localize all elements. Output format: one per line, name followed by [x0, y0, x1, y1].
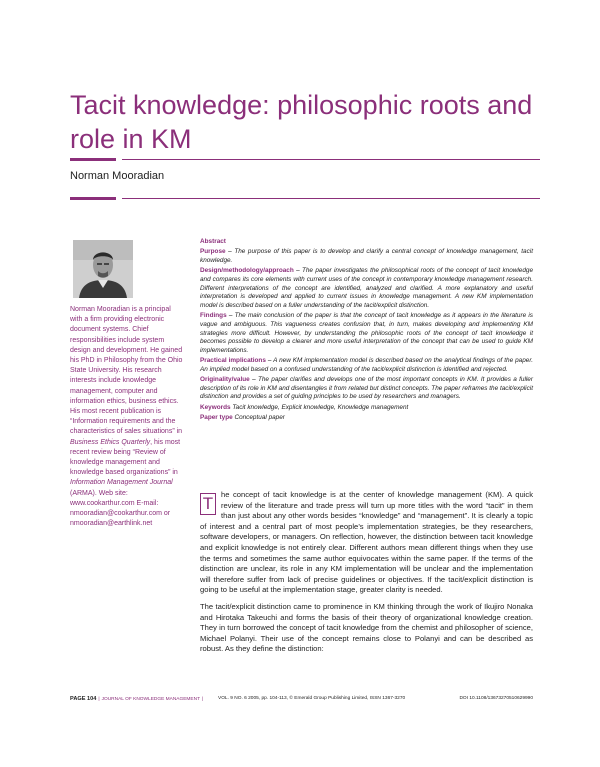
- body-paragraph: [200, 490, 533, 596]
- purpose-text: – The purpose of this paper is to develop and clarify a central concept of knowledge management, tacit knowledge.: [200, 248, 533, 264]
- bio-text-1: Norman Mooradian is a principal with a firm providing electronic document systems. Chief responsibilities include system design and development. He gained his PhD in Philosophy from the Ohio State University. His research interests include knowledge management, computer and information ethics, business ethics. His most recent publication is “Information requirements and the characteristics of sales situations” in: [70, 306, 183, 436]
- purpose-label: Purpose: [200, 248, 226, 256]
- originality-label: Originality/value: [200, 376, 250, 384]
- author-photo: [73, 240, 133, 298]
- originality-text: – The paper clarifies and develops one of the most important concepts in KM. It provides a fuller description of its role in KM and disentangles it from related but distinct concepts. The paper reframes the tacit/explicit distinction and provides a set of guiding principles to be used by researchers and managers.: [200, 376, 533, 401]
- article-body: [200, 490, 533, 661]
- practical-text: – A new KM implementation model is described based on the analytical findings of the paper. An implied model based on a confused understanding of the tacit/explicit distinction is identified and rejected.: [200, 357, 533, 373]
- abstract-heading: Abstract: [200, 238, 226, 245]
- practical-label: Practical implications: [200, 357, 266, 365]
- page-footer: PAGE 104 | JOURNAL OF KNOWLEDGE MANAGEMENT | VOL. 9 NO. 6 2005, pp. 104-113, © Emerald Group Publishing Limited, ISSN 1367-3270 DOI 10.1108/13673270510629990: [70, 693, 533, 705]
- bio-journal-1: Business Ethics Quarterly: [70, 438, 151, 446]
- bio-text-3: (ARMA). Web site: www.cookarthur.com E-mail: nmooradian@cookarthur.com or nmooradian@earthlink.net: [70, 489, 171, 528]
- author-divider: [70, 197, 540, 200]
- author-biography: [70, 305, 185, 529]
- journal-name: JOURNAL OF KNOWLEDGE MANAGEMENT: [101, 697, 201, 702]
- design-text: – The paper investigates the philosophical roots of the concept of tacit knowledge and compares its core elements with current uses of the concept in contemporary knowledge management research. Different interpretations of the concept are identified, analyzed and clarified. A more explanatory and useful interpretation is developed and applied to current issues in knowledge management. A new KM implementation model is described based on a fuller understanding of the tacit/explicit distinction.: [200, 267, 533, 309]
- drop-cap: T: [200, 493, 216, 515]
- keywords-text: Tacit knowledge, Explicit knowledge, Knowledge management: [230, 403, 409, 411]
- abstract-findings: [200, 312, 533, 356]
- bio-journal-2: Information Management Journal: [70, 479, 173, 487]
- citation-info: VOL. 9 NO. 6 2005, pp. 104-113, © Emerald Group Publishing Limited, ISSN 1367-3270: [218, 696, 406, 701]
- abstract-purpose: [200, 248, 533, 265]
- body-paragraph-1-text: he concept of tacit knowledge is at the center of knowledge management (KM). A quick review of the literature and trade press will turn up more titles with the word “tacit” in them than just about any other words besides “knowledge” and “management”. It is clearly a topic of interest and a central part of most people’s implementation strategies, be they researchers, software developers, or managers. On reflection, however, the distinction between tacit knowledge and explicit knowledge is not entirely clear. Different authors mean different things when they use the terms and sometimes the same author equivocates within the same paper. If the terms of the distinction are unclear, its role in any KM implementation will be unclear and the implementation will therefore suffer from lack of precise guidelines or objectives. If the tacit/explicit distinction is going to be useful at the implementation stage, greater clarity is needed.: [200, 490, 533, 595]
- paper-type-text: Conceptual paper: [232, 413, 285, 421]
- paper-type-label: Paper type: [200, 413, 233, 421]
- findings-text: – The main conclusion of the paper is that the concept of tacit knowledge as it appears in the literature is vague and ambiguous. This vagueness creates confusion that, in turn, makes developing and implementing KM strategies more difficult. However, by understanding the philosophic roots of the concept of tacit knowledge it becomes possible to develop a clearer and more useful interpretation of the concept that can be used to guide KM implementations.: [200, 312, 533, 354]
- title-divider: [70, 158, 540, 161]
- page-number: PAGE 104: [70, 696, 97, 702]
- doi: DOI 10.1108/13673270510629990: [459, 696, 533, 701]
- abstract-keywords: [200, 404, 533, 413]
- abstract-paper-type: [200, 414, 533, 423]
- abstract-originality: [200, 376, 533, 402]
- abstract-design: [200, 267, 533, 311]
- abstract-section: [200, 238, 533, 424]
- author-name: Norman Mooradian: [70, 170, 165, 182]
- bio-text-2: , his most recent review being “Review of knowledge management and knowledge based organizations” in: [70, 438, 181, 477]
- design-label: Design/methodology/approach: [200, 267, 294, 275]
- findings-label: Findings: [200, 312, 227, 320]
- body-paragraph: The tacit/explicit distinction came to prominence in KM thinking through the work of Ikujiro Nonaka and Hirotaka Takeuchi and forms the basis of their theory of organizational knowledge creation. They in turn borrowed the concept of tacit knowledge from the chemist and philosopher of science, Michael Polanyi. Their use of the concept remains close to Polanyi and can be described as robust. As they define the distinction:: [200, 601, 533, 654]
- keywords-label: Keywords: [200, 403, 231, 411]
- abstract-practical: [200, 357, 533, 374]
- article-title: Tacit knowledge: philosophic roots and role in KM: [70, 90, 533, 154]
